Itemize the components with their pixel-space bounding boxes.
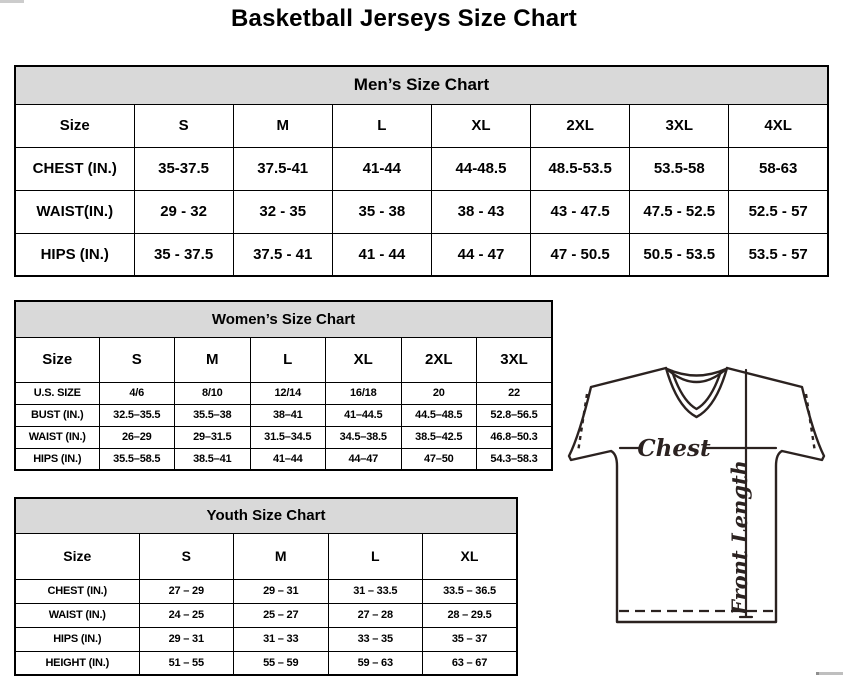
womens-col-header: S bbox=[99, 337, 175, 382]
table-cell: 29 – 31 bbox=[139, 627, 234, 651]
youth-table-title: Youth Size Chart bbox=[15, 498, 517, 533]
table-cell: 43 - 47.5 bbox=[531, 190, 630, 233]
table-cell: 58-63 bbox=[729, 147, 828, 190]
youth-size-table bbox=[14, 497, 518, 676]
womens-size-table bbox=[14, 300, 553, 471]
table-cell: 47–50 bbox=[401, 448, 477, 470]
womens-col-header: M bbox=[175, 337, 251, 382]
table-cell: 29 – 31 bbox=[234, 579, 329, 603]
table-cell: 63 – 67 bbox=[423, 651, 518, 675]
table-cell: 22 bbox=[477, 382, 553, 404]
mens-col-header: 3XL bbox=[630, 104, 729, 147]
row-label: WAIST (IN.) bbox=[15, 426, 99, 448]
womens-bust-row bbox=[15, 404, 552, 426]
table-cell: 12/14 bbox=[250, 382, 326, 404]
mens-hips-row bbox=[15, 233, 828, 276]
table-cell: 51 – 55 bbox=[139, 651, 234, 675]
womens-col-header: L bbox=[250, 337, 326, 382]
front-length-label: Front Length bbox=[727, 460, 752, 615]
mens-col-header: S bbox=[134, 104, 233, 147]
row-label: BUST (IN.) bbox=[15, 404, 99, 426]
youth-col-header: L bbox=[328, 533, 423, 579]
cuff-dashed-line-left bbox=[578, 394, 587, 452]
jersey-measurement-diagram bbox=[555, 360, 839, 632]
row-label: WAIST (IN.) bbox=[15, 603, 139, 627]
table-cell: 52.5 - 57 bbox=[729, 190, 828, 233]
row-label: HIPS (IN.) bbox=[15, 448, 99, 470]
table-cell: 27 – 29 bbox=[139, 579, 234, 603]
table-cell: 54.3–58.3 bbox=[477, 448, 553, 470]
row-label: HIPS (IN.) bbox=[15, 233, 134, 276]
table-cell: 25 – 27 bbox=[234, 603, 329, 627]
table-cell: 41–44 bbox=[250, 448, 326, 470]
table-cell: 41 - 44 bbox=[332, 233, 431, 276]
table-cell: 55 – 59 bbox=[234, 651, 329, 675]
table-cell: 33.5 – 36.5 bbox=[423, 579, 518, 603]
mens-waist-row bbox=[15, 190, 828, 233]
youth-col-header: S bbox=[139, 533, 234, 579]
table-cell: 35.5–38 bbox=[175, 404, 251, 426]
womens-ussize-row bbox=[15, 382, 552, 404]
table-cell: 53.5-58 bbox=[630, 147, 729, 190]
row-label: U.S. SIZE bbox=[15, 382, 99, 404]
table-cell: 16/18 bbox=[326, 382, 402, 404]
table-cell: 20 bbox=[401, 382, 477, 404]
mens-col-header: 2XL bbox=[531, 104, 630, 147]
womens-col-header: 2XL bbox=[401, 337, 477, 382]
youth-hips-row bbox=[15, 627, 517, 651]
mens-col-header: XL bbox=[431, 104, 530, 147]
womens-waist-row bbox=[15, 426, 552, 448]
table-cell: 35.5–58.5 bbox=[99, 448, 175, 470]
cuff-dashed-line-right bbox=[806, 394, 815, 452]
page-edge-artifact-left bbox=[0, 0, 24, 3]
table-cell: 37.5-41 bbox=[233, 147, 332, 190]
row-label: CHEST (IN.) bbox=[15, 147, 134, 190]
page-edge-artifact-right bbox=[816, 672, 843, 675]
jersey-outline bbox=[569, 368, 824, 622]
table-cell: 44.5–48.5 bbox=[401, 404, 477, 426]
mens-chest-row bbox=[15, 147, 828, 190]
table-cell: 35 – 37 bbox=[423, 627, 518, 651]
table-cell: 47 - 50.5 bbox=[531, 233, 630, 276]
table-cell: 8/10 bbox=[175, 382, 251, 404]
table-cell: 38–41 bbox=[250, 404, 326, 426]
womens-table-title: Women’s Size Chart bbox=[15, 301, 552, 337]
table-cell: 29 - 32 bbox=[134, 190, 233, 233]
mens-col-header: L bbox=[332, 104, 431, 147]
youth-col-header: XL bbox=[423, 533, 518, 579]
table-cell: 34.5–38.5 bbox=[326, 426, 402, 448]
mens-size-table bbox=[14, 65, 829, 277]
youth-col-header-size: Size bbox=[15, 533, 139, 579]
table-cell: 35 - 38 bbox=[332, 190, 431, 233]
youth-col-header: M bbox=[234, 533, 329, 579]
table-cell: 35-37.5 bbox=[134, 147, 233, 190]
mens-table-title: Men’s Size Chart bbox=[15, 66, 828, 104]
womens-hips-row bbox=[15, 448, 552, 470]
row-label: HEIGHT (IN.) bbox=[15, 651, 139, 675]
table-cell: 48.5-53.5 bbox=[531, 147, 630, 190]
table-cell: 33 – 35 bbox=[328, 627, 423, 651]
row-label: CHEST (IN.) bbox=[15, 579, 139, 603]
youth-waist-row bbox=[15, 603, 517, 627]
table-cell: 4/6 bbox=[99, 382, 175, 404]
mens-col-header-size: Size bbox=[15, 104, 134, 147]
table-cell: 24 – 25 bbox=[139, 603, 234, 627]
table-cell: 28 – 29.5 bbox=[423, 603, 518, 627]
table-cell: 38.5–41 bbox=[175, 448, 251, 470]
table-cell: 47.5 - 52.5 bbox=[630, 190, 729, 233]
mens-col-header: M bbox=[233, 104, 332, 147]
youth-chest-row bbox=[15, 579, 517, 603]
table-cell: 37.5 - 41 bbox=[233, 233, 332, 276]
womens-col-header: 3XL bbox=[477, 337, 553, 382]
table-cell: 46.8–50.3 bbox=[477, 426, 553, 448]
table-cell: 41-44 bbox=[332, 147, 431, 190]
table-cell: 31 – 33 bbox=[234, 627, 329, 651]
table-cell: 35 - 37.5 bbox=[134, 233, 233, 276]
mens-col-header: 4XL bbox=[729, 104, 828, 147]
table-cell: 31.5–34.5 bbox=[250, 426, 326, 448]
table-cell: 50.5 - 53.5 bbox=[630, 233, 729, 276]
row-label: HIPS (IN.) bbox=[15, 627, 139, 651]
table-cell: 38 - 43 bbox=[431, 190, 530, 233]
table-cell: 53.5 - 57 bbox=[729, 233, 828, 276]
womens-col-header-size: Size bbox=[15, 337, 99, 382]
table-cell: 44-48.5 bbox=[431, 147, 530, 190]
table-cell: 31 – 33.5 bbox=[328, 579, 423, 603]
chest-label: Chest bbox=[637, 435, 711, 462]
table-cell: 32 - 35 bbox=[233, 190, 332, 233]
womens-col-header: XL bbox=[326, 337, 402, 382]
page-title: Basketball Jerseys Size Chart bbox=[231, 5, 577, 32]
table-cell: 38.5–42.5 bbox=[401, 426, 477, 448]
table-cell: 59 – 63 bbox=[328, 651, 423, 675]
table-cell: 29–31.5 bbox=[175, 426, 251, 448]
table-cell: 44–47 bbox=[326, 448, 402, 470]
row-label: WAIST(IN.) bbox=[15, 190, 134, 233]
table-cell: 32.5–35.5 bbox=[99, 404, 175, 426]
table-cell: 41–44.5 bbox=[326, 404, 402, 426]
youth-height-row bbox=[15, 651, 517, 675]
table-cell: 26–29 bbox=[99, 426, 175, 448]
table-cell: 27 – 28 bbox=[328, 603, 423, 627]
table-cell: 44 - 47 bbox=[431, 233, 530, 276]
table-cell: 52.8–56.5 bbox=[477, 404, 553, 426]
